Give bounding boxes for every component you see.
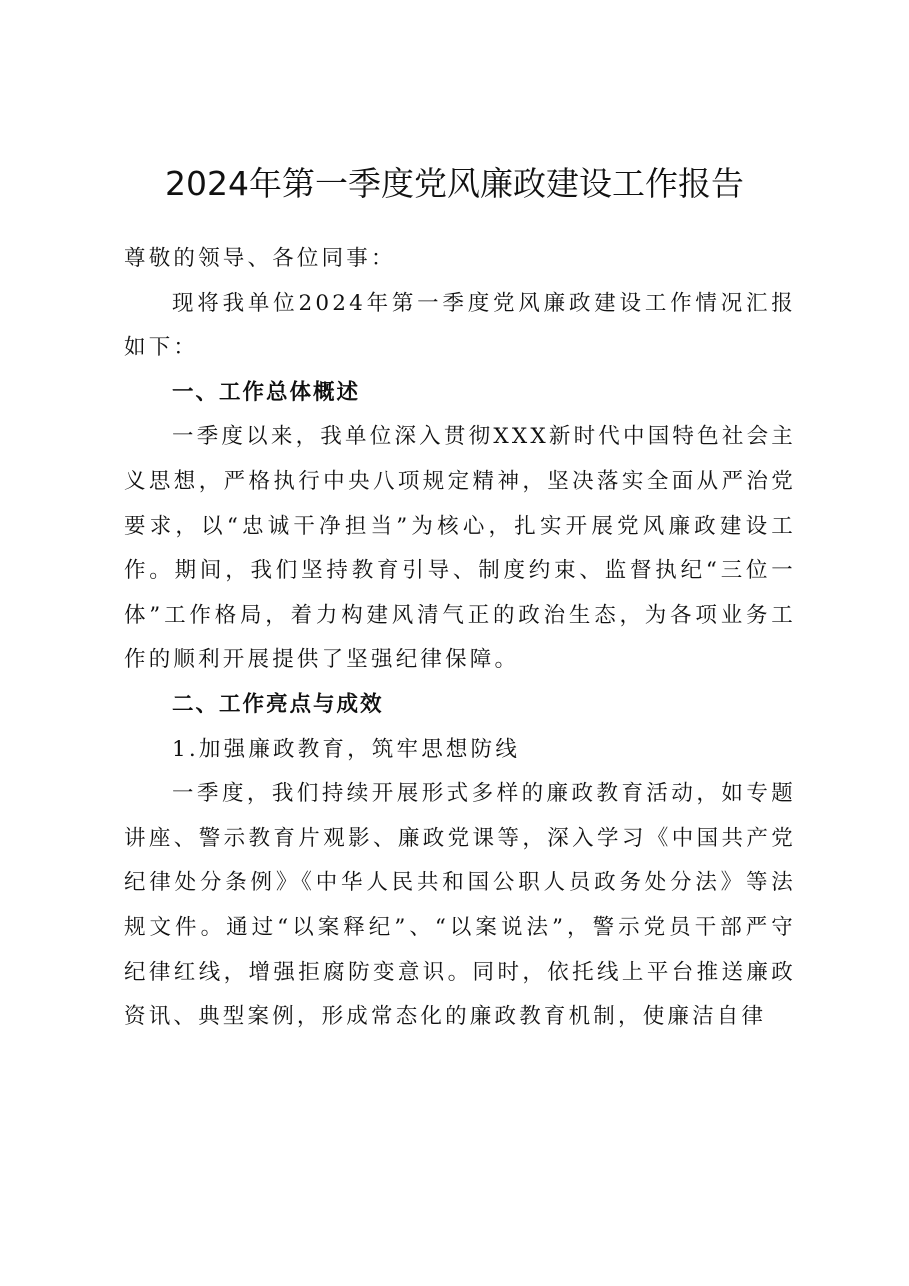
document-body bbox=[124, 237, 796, 1040]
overview-paragraph: 一季度以来，我单位深入贯彻XXX新时代中国特色社会主义思想，严格执行中央八项规定精神，坚决落实全面从严治党要求，以“忠诚干净担当”为核心，扎实开展党风廉政建设工作。期间，我们坚持教育引导、制度约束、监督执纪“三位一体”工作格局，着力构建风清气正的政治生态，为各项业务工作的顺利开展提供了坚强纪律保障。 bbox=[124, 424, 796, 673]
section-heading-highlights: 二、工作亮点与成效 bbox=[172, 691, 384, 717]
education-paragraph: 一季度，我们持续开展形式多样的廉政教育活动，如专题讲座、警示教育片观影、廉政党课等，深入学习《中国共产党纪律处分条例》《中华人民共和国公职人员政务处分法》等法规文件。通过“以案释纪”、“以案说法”，警示党员干部严守纪律红线，增强拒腐防变意识。同时，依托线上平台推送廉政资讯、典型案例，形成常态化的廉政教育机制，使廉洁自律 bbox=[124, 781, 796, 1030]
document-title: 2024年第一季度党风廉政建设工作报告 bbox=[165, 164, 744, 203]
intro-paragraph: 现将我单位2024年第一季度党风廉政建设工作情况汇报如下： bbox=[124, 290, 796, 361]
section-heading-overview: 一、工作总体概述 bbox=[172, 379, 361, 405]
subheading-education: 1.加强廉政教育，筑牢思想防线 bbox=[172, 736, 521, 762]
salutation: 尊敬的领导、各位同事： bbox=[124, 246, 396, 271]
